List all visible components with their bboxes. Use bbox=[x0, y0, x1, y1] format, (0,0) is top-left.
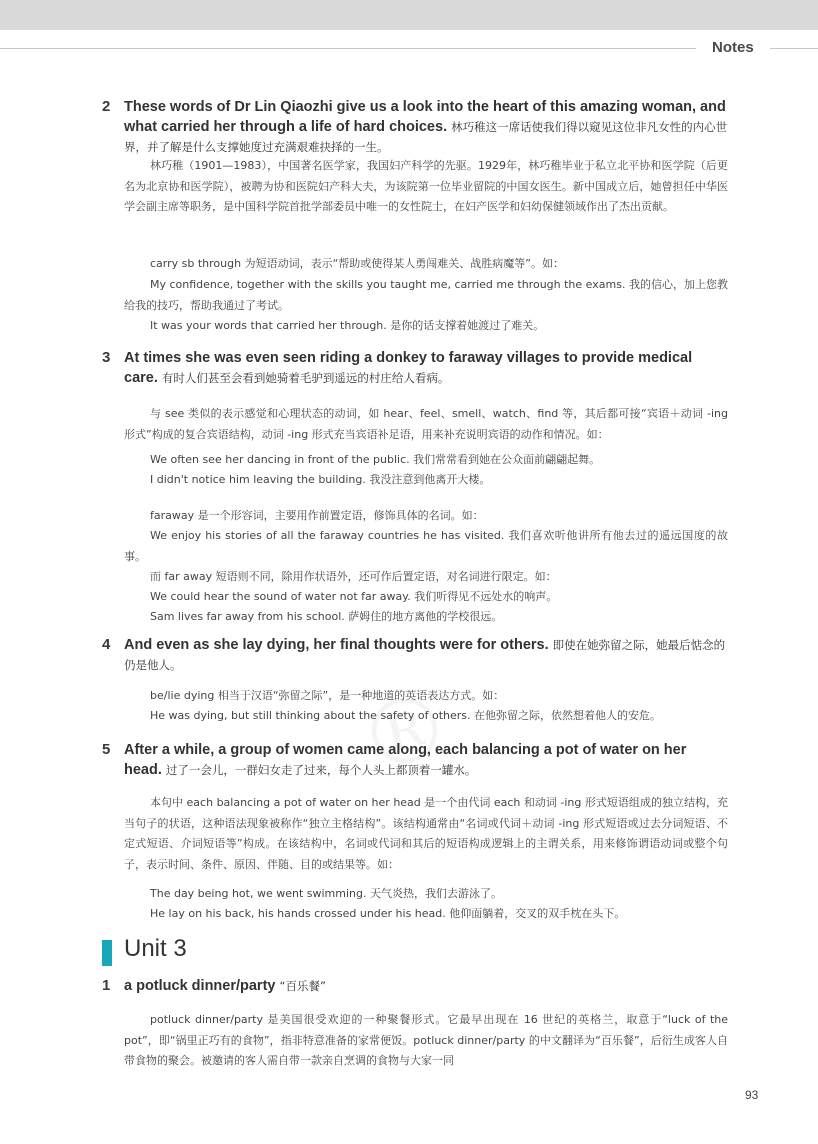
section-3-heading-en: At times she was even seen riding a donkey to faraway villages to provide medical care. bbox=[124, 350, 693, 386]
section-2-example-1-text: My confidence, together with the skills you taught me, carried me through the exams. 我的信心，加上您教给我的技巧，帮助我通过了考试。 bbox=[124, 278, 728, 312]
unit-section-1-number: 1 bbox=[102, 977, 111, 994]
unit-section-1-heading-en: a potluck dinner/party bbox=[124, 978, 276, 994]
section-2-paragraph-2: carry sb through 为短语动词，表示“帮助或使得某人勇闯难关、战胜病魔等”。如： bbox=[150, 257, 564, 270]
section-4-heading-zh: 即使在她弥留之际，她最后惦念的仍是他人。 bbox=[124, 638, 726, 672]
section-4-heading-en: And even as she lay dying, her final thoughts were for others. bbox=[124, 637, 549, 653]
section-5-heading-zh: 过了一会儿，一群妇女走了过来，每个人头上都顶着一罐水。 bbox=[165, 763, 477, 777]
section-3-example-3 bbox=[124, 526, 728, 567]
section-3-heading-zh: 有时人们甚至会看到她骑着毛驴到遥远的村庄给人看病。 bbox=[161, 371, 450, 385]
section-3-example-1: We often see her dancing in front of the public. 我们常常看到她在公众面前翩翩起舞。 bbox=[150, 453, 601, 466]
section-4-number: 4 bbox=[102, 636, 111, 653]
section-2-example-1 bbox=[124, 275, 728, 316]
section-3-paragraph-3: 而 far away 短语则不同，除用作状语外，还可作后置定语，对名词进行限定。如： bbox=[150, 570, 557, 583]
unit-section-1-paragraph-1: potluck dinner/party 是美国很受欢迎的一种聚餐形式。它最早出现在 16 世纪的英格兰，取意于“luck of the pot”，即“锅里正巧有的食物”，指非特意准备的家常便饭。potluck dinner/party 的中文翻译为“百乐餐”，后衍生成客人自带食物的聚会。被邀请的客人需自带一款亲自烹调的食物与大家一同 bbox=[124, 1013, 728, 1067]
section-5-number: 5 bbox=[102, 741, 111, 758]
section-2-heading-en: These words of Dr Lin Qiaozhi give us a look into the heart of this amazing woman, and what carried her through a life of hard choices. bbox=[124, 99, 726, 135]
section-5-paragraph-1: 本句中 each balancing a pot of water on her head 是一个由代词 each 和动词 -ing 形式短语组成的独立结构，充当句子的状语，这种语法现象被称作“独立主格结构”。该结构通常由“名词或代词＋动词 -ing 形式短语或过去分词短语、不定式短语、介词短语等”构成。在该结构中，名词或代词和其后的短语构成逻辑上的主谓关系，用来修饰谓语动词或整个句子，表示时间、条件、原因、伴随、目的或结果等。如： bbox=[124, 796, 728, 871]
section-3-example-4: We could hear the sound of water not far away. 我们听得见不远处水的响声。 bbox=[150, 590, 558, 603]
section-2-heading bbox=[124, 97, 728, 157]
section-2-heading-zh: 林巧稚这一席话使我们得以窥见这位非凡女性的内心世界，并了解是什么支撑她度过充满艰难抉择的一生。 bbox=[124, 120, 728, 154]
section-3-paragraph-1: 与 see 类似的表示感觉和心理状态的动词，如 hear、feel、smell、watch、find 等，其后都可接“宾语＋动词 -ing 形式”构成的复合宾语结构，动词 -ing 形式充当宾语补足语，用来补充说明宾语的动作和情况。如： bbox=[124, 407, 728, 441]
section-4-example-1: He was dying, but still thinking about the safety of others. 在他弥留之际，依然想着他人的安危。 bbox=[150, 709, 661, 722]
section-2-number: 2 bbox=[102, 98, 111, 115]
header-rule-left bbox=[0, 48, 696, 49]
section-5-example-2: He lay on his back, his hands crossed under his head. 他仰面躺着，交叉的双手枕在头下。 bbox=[150, 907, 626, 920]
section-4-paragraph-1: be/lie dying 相当于汉语“弥留之际”，是一种地道的英语表达方式。如： bbox=[150, 689, 505, 702]
section-3-example-2: I didn't notice him leaving the building. 我没注意到他离开大楼。 bbox=[150, 473, 491, 486]
unit-accent-bar bbox=[102, 940, 112, 966]
header-rule-right bbox=[770, 48, 818, 49]
section-4-heading bbox=[124, 635, 728, 675]
section-3-example-5: Sam lives far away from his school. 萨姆住的地方离他的学校很远。 bbox=[150, 610, 503, 623]
section-5-heading bbox=[124, 740, 728, 780]
unit-title: Unit 3 bbox=[124, 935, 187, 962]
section-3-heading bbox=[124, 348, 728, 388]
page-number: 93 bbox=[745, 1088, 759, 1102]
notes-label: Notes bbox=[712, 39, 754, 56]
section-2-paragraph-1: 林巧稚（1901—1983），中国著名医学家，我国妇产科学的先驱。1929年，林巧稚毕业于私立北平协和医学院（后更名为北京协和医学院），被聘为协和医院妇产科大夫，为该院第一位毕业留院的中国女医生。新中国成立后，她曾担任中华医学会副主席等职务，是中国科学院首批学部委员中唯一的女性院士，在妇产医学和妇幼保健领域作出了杰出贡献。 bbox=[124, 159, 728, 213]
section-5-example-1: The day being hot, we went swimming. 天气炎热，我们去游泳了。 bbox=[150, 887, 502, 900]
section-3-number: 3 bbox=[102, 349, 111, 366]
top-band bbox=[0, 0, 818, 30]
section-3-paragraph-2: faraway 是一个形容词，主要用作前置定语，修饰具体的名词。如： bbox=[150, 509, 484, 522]
section-3-example-3-text: We enjoy his stories of all the faraway countries he has visited. 我们喜欢听他讲所有他去过的遥远国度的故事。 bbox=[124, 529, 728, 563]
unit-section-1-heading-zh: “百乐餐” bbox=[279, 979, 326, 993]
section-5-heading-en: After a while, a group of women came along, each balancing a pot of water on her head. bbox=[124, 742, 687, 778]
section-2-example-2: It was your words that carried her through. 是你的话支撑着她渡过了难关。 bbox=[150, 319, 545, 332]
unit-section-1-heading bbox=[124, 976, 728, 996]
